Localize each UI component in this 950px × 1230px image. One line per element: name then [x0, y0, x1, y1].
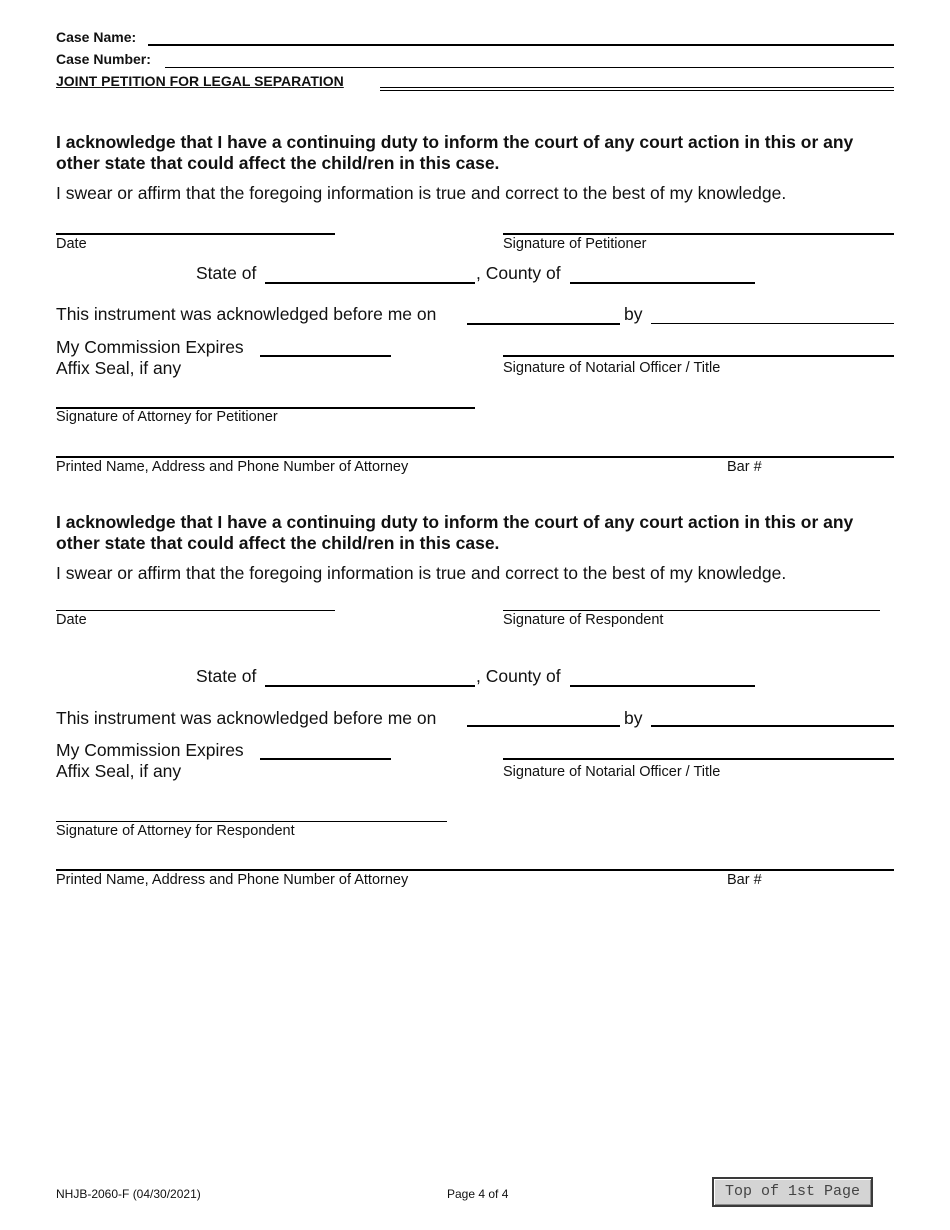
petitioner-attorney-info-label: Printed Name, Address and Phone Number of Attorney	[56, 459, 409, 475]
respondent-swear-text: I swear or affirm that the foregoing information is true and correct to the best of my knowledge.	[56, 563, 787, 583]
case-name-field[interactable]	[148, 44, 894, 46]
petitioner-swear-text: I swear or affirm that the foregoing information is true and correct to the best of my knowledge.	[56, 183, 787, 203]
case-number-field[interactable]	[165, 67, 894, 68]
respondent-by-field[interactable]	[651, 725, 894, 727]
petitioner-seal-label: Affix Seal, if any	[56, 358, 182, 378]
petitioner-county-field[interactable]	[570, 282, 755, 284]
respondent-by-label: by	[624, 708, 643, 728]
respondent-county-field[interactable]	[570, 685, 755, 687]
respondent-signature-field[interactable]	[503, 610, 880, 611]
top-of-first-page-button[interactable]: Top of 1st Page	[712, 1177, 873, 1207]
petitioner-county-label: , County of	[476, 263, 561, 283]
petitioner-ack-date-field[interactable]	[467, 323, 620, 325]
petitioner-state-label: State of	[196, 263, 257, 283]
respondent-attorney-signature-field[interactable]	[56, 821, 447, 822]
respondent-notary-label: Signature of Notarial Officer / Title	[503, 764, 721, 780]
case-number-label: Case Number:	[56, 51, 151, 67]
respondent-attorney-info-field[interactable]	[56, 869, 894, 871]
respondent-date-field[interactable]	[56, 610, 335, 611]
respondent-attorney-signature-label: Signature of Attorney for Respondent	[56, 823, 295, 839]
petitioner-commission-field[interactable]	[260, 355, 391, 357]
respondent-bar-label: Bar #	[727, 872, 762, 888]
respondent-notary-field[interactable]	[503, 758, 894, 760]
petitioner-notary-label: Signature of Notarial Officer / Title	[503, 360, 721, 376]
case-name-label: Case Name:	[56, 29, 137, 45]
petitioner-bar-label: Bar #	[727, 459, 762, 475]
respondent-state-label: State of	[196, 666, 257, 686]
page-number: Page 4 of 4	[447, 1187, 509, 1201]
respondent-seal-label: Affix Seal, if any	[56, 761, 182, 781]
respondent-instrument-label: This instrument was acknowledged before me on	[56, 708, 437, 728]
form-title: JOINT PETITION FOR LEGAL SEPARATION	[56, 73, 344, 89]
petitioner-attorney-info-field[interactable]	[56, 456, 894, 458]
respondent-county-label: , County of	[476, 666, 561, 686]
petitioner-by-label: by	[624, 304, 643, 324]
respondent-state-field[interactable]	[265, 685, 475, 687]
petitioner-date-field[interactable]	[56, 233, 335, 235]
petitioner-attorney-signature-label: Signature of Attorney for Petitioner	[56, 409, 278, 425]
respondent-ack-date-field[interactable]	[467, 725, 620, 727]
respondent-commission-field[interactable]	[260, 758, 391, 760]
form-id: NHJB-2060-F (04/30/2021)	[56, 1187, 201, 1201]
petitioner-by-field[interactable]	[651, 323, 894, 324]
respondent-date-label: Date	[56, 612, 87, 628]
title-rule	[380, 87, 894, 91]
petitioner-acknowledge-text: I acknowledge that I have a continuing duty to inform the court of any court action in this or any other state that could affect the child/ren in this case.	[56, 132, 854, 173]
respondent-acknowledge-text: I acknowledge that I have a continuing duty to inform the court of any court action in this or any other state that could affect the child/ren in this case.	[56, 512, 854, 553]
respondent-attorney-info-label: Printed Name, Address and Phone Number of Attorney	[56, 872, 409, 888]
petitioner-state-field[interactable]	[265, 282, 475, 284]
petitioner-signature-label: Signature of Petitioner	[503, 236, 647, 252]
petitioner-instrument-label: This instrument was acknowledged before me on	[56, 304, 437, 324]
petitioner-commission-label: My Commission Expires	[56, 337, 244, 357]
respondent-signature-label: Signature of Respondent	[503, 612, 664, 628]
petitioner-signature-field[interactable]	[503, 233, 894, 235]
petitioner-notary-field[interactable]	[503, 355, 894, 357]
petitioner-date-label: Date	[56, 236, 87, 252]
respondent-commission-label: My Commission Expires	[56, 740, 244, 760]
